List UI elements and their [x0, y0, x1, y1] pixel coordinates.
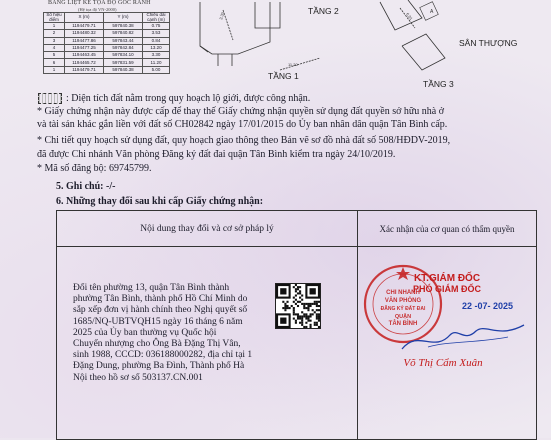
svg-text:VĂN PHÒNG: VĂN PHÒNG: [384, 298, 422, 304]
date-stamp: 22 -07- 2025: [462, 301, 514, 311]
change-line: phường Tân Bình, thành phố Hồ Chí Minh do: [73, 294, 248, 305]
note-planning-cont: đã được Chi nhánh Văn phòng Đăng ký đất đai quận Tân Bình kiểm tra ngày 24/10/2019.: [37, 149, 396, 160]
coord-cell: 597834.10: [104, 52, 143, 59]
change-line: sắp xếp đơn vị hành chính theo Nghị quyết số: [73, 305, 248, 316]
coord-row: [44, 52, 170, 59]
signature-title-2: PHÓ GIÁM ĐỐC: [412, 284, 481, 294]
changes-header-cert: Xác nhận của cơ quan có thẩm quyền: [358, 211, 537, 247]
coord-header: Chiều dài cạnh (m): [143, 13, 170, 23]
change-line: 1685/NQ-UBTVQH15 ngày 16 tháng 6 năm: [73, 316, 243, 327]
note-registry-code: * Mã số đăng bộ: 69745799.: [37, 163, 152, 174]
coord-cell: 11.20: [143, 59, 170, 66]
coord-header: Số hiệu điểm: [44, 13, 65, 23]
legend-text: : Diện tích đất nằm trong quy hoạch lộ giới, được công nhận.: [66, 93, 311, 104]
coordinate-table: [43, 12, 170, 74]
change-line: Đặng Dung, phường Ba Đình, Thành phố Hà: [73, 361, 245, 372]
change-line: 2025 của Ủy ban thường vụ Quốc hội: [73, 327, 217, 338]
coord-cell: 3.30: [143, 52, 170, 59]
plan-label-floor2: TẦNG 2: [308, 6, 339, 16]
change-line: sinh 1988, CCCD: 036188000282, địa chỉ tại 1: [73, 350, 253, 361]
plan-label-floor3: TẦNG 3: [423, 79, 454, 89]
svg-text:11.20: 11.20: [288, 62, 298, 67]
coord-cell: 597840.38: [104, 66, 143, 73]
coord-row: [44, 66, 170, 73]
note-planning: * Chi tiết quy hoạch sử dụng đất, quy hoạch giao thông theo Bản vẽ sơ đồ nhà đất số 508/HĐDV-2019,: [37, 135, 451, 146]
svg-text:A: A: [430, 9, 434, 15]
change-line: Đổi tên phường 13, quận Tân Bình thành: [73, 283, 230, 293]
planning-legend-swatch: [38, 93, 62, 104]
coord-header: Y (m): [104, 13, 143, 23]
plan-label-terrace: SÂN THƯỢNG: [459, 38, 518, 48]
coord-cell: 597831.59: [104, 59, 143, 66]
coord-cell: 5.00: [143, 66, 170, 73]
coord-cell: 0.75: [143, 23, 170, 30]
coord-cell: 3.53: [143, 30, 170, 37]
coord-cell: 597843.44: [104, 37, 143, 44]
coord-row: [44, 37, 170, 44]
coord-cell: 1: [44, 23, 65, 30]
coordinate-table-title: BẢNG LIỆT KÊ TỌA ĐỘ GÓC RANH: [48, 0, 151, 6]
section-6-heading: 6. Những thay đổi sau khi cấp Giấy chứng nhận:: [56, 196, 264, 207]
coord-cell: 13.20: [143, 44, 170, 51]
coord-cell: 597840.38: [104, 23, 143, 30]
coord-cell: 6: [44, 59, 65, 66]
signature-icon: [398, 319, 528, 359]
coord-cell: 597840.82: [104, 30, 143, 37]
coord-cell: 1194479.71: [65, 23, 104, 30]
coord-cell: 3: [44, 37, 65, 44]
signature-title-1: KT.GIÁM ĐỐC: [413, 273, 481, 284]
note-replacement: * Giấy chứng nhận này được cấp để thay thế Giấy chứng nhận quyền sử dụng đất quyền sở hữu nhà ở: [37, 106, 445, 117]
coord-cell: 1194477.25: [65, 44, 104, 51]
qr-code: [275, 283, 321, 329]
svg-text:ĐĂNG KÝ ĐẤT ĐAI: ĐĂNG KÝ ĐẤT ĐAI: [380, 306, 426, 312]
change-description: [73, 283, 271, 384]
coord-cell: 0.84: [143, 37, 170, 44]
signer-name: Võ Thị Cẩm Xuân: [403, 357, 483, 369]
coord-cell: 1194480.32: [65, 30, 104, 37]
certification-cell: [358, 247, 537, 440]
coord-cell: 597842.84: [104, 44, 143, 51]
change-line: Chuyển nhượng cho Ông Bà Đặng Thị Vân,: [73, 339, 241, 350]
coord-header: X (m): [65, 13, 104, 23]
change-line: Nội theo hồ sơ số 503137.CN.001: [73, 372, 203, 383]
coord-cell: 2: [44, 30, 65, 37]
coord-row: [44, 44, 170, 51]
coord-row: [44, 59, 170, 66]
section-5-notes: 5. Ghi chú: -/-: [56, 181, 116, 192]
changes-header-content: Nội dung thay đổi và cơ sở pháp lý: [57, 211, 358, 247]
coord-row: [44, 30, 170, 37]
coord-cell: 1: [44, 66, 65, 73]
svg-text:QUẬN: QUẬN: [394, 314, 412, 320]
note-replacement-cont: và tài sản khác gắn liền với đất số CH02842 ngày 17/01/2015 do Ủy ban nhân dân quận Tân Bình cấp.: [37, 119, 448, 130]
coord-row: [44, 23, 170, 30]
coord-cell: 1194479.71: [65, 66, 104, 73]
coordinate-table-subtitle: (Hệ tọa độ VN-2000): [78, 7, 117, 12]
coord-cell: 5: [44, 52, 65, 59]
coord-cell: 1194465.72: [65, 59, 104, 66]
svg-text:6.01: 6.01: [405, 11, 414, 21]
plan-label-floor1: TẦNG 1: [268, 71, 299, 81]
svg-text:TÂN BÌNH: TÂN BÌNH: [388, 321, 418, 327]
coord-cell: 4: [44, 44, 65, 51]
svg-text:CHI NHÁNH: CHI NHÁNH: [386, 290, 420, 296]
svg-text:3.30: 3.30: [218, 11, 226, 21]
change-content-cell: [57, 247, 358, 440]
changes-table: [56, 210, 537, 440]
coord-cell: 1194477.86: [65, 37, 104, 44]
coord-cell: 1194463.45: [65, 52, 104, 59]
